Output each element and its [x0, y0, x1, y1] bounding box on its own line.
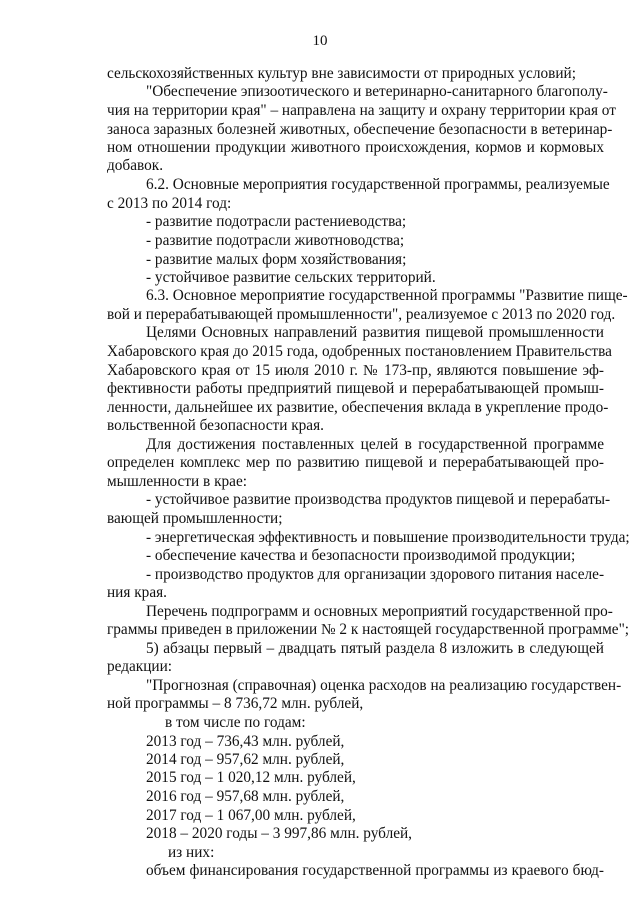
text-line: "Обеспечение эпизоотического и ветеринарно-санитарного благополу- [146, 83, 608, 100]
text-line: определен комплекс мер по развитию пищевой и перерабатывающей про- [107, 454, 604, 471]
text-line: Целями Основных направлений развития пищевой промышленности [146, 324, 604, 341]
list-item: - развитие малых форм хозяйствования; [146, 251, 407, 268]
text-line: мышленности в крае: [107, 473, 248, 490]
text-line: "Прогнозная (справочная) оценка расходов на реализацию государствен- [146, 677, 622, 694]
year-line: 2018 – 2020 годы – 3 997,86 млн. рублей, [146, 825, 413, 842]
text-line: ния края. [107, 584, 167, 601]
page-number: 10 [312, 33, 328, 49]
text-line: редакции: [107, 658, 173, 675]
text-line: Хабаровского края от 15 июля 2010 г. № 173-пр, являются повышение эф- [107, 362, 604, 379]
text-line: заноса заразных болезней животных, обеспечение безопасности в ветеринар- [107, 121, 613, 138]
text-line: граммы приведен в приложении № 2 к настоящей государственной программе"; [107, 621, 630, 638]
text-line: 5) абзацы первый – двадцать пятый раздела 8 изложить в следующей [146, 640, 604, 657]
text-line: Хабаровского края до 2015 года, одобренных постановлением Правительства [107, 343, 612, 360]
list-item: - энергетическая эффективность и повышение производительности труда; [146, 529, 630, 546]
list-item: - производство продуктов для организации здорового питания населе- [146, 566, 605, 583]
year-line: 2013 год – 736,43 млн. рублей, [146, 733, 345, 750]
year-line: 2014 год – 957,62 млн. рублей, [146, 751, 345, 768]
text-line: фективности работы предприятий пищевой и перерабатывающей промыш- [107, 380, 604, 397]
year-line: 2016 год – 957,68 млн. рублей, [146, 788, 345, 805]
text-line: сельскохозяйственных культур вне зависимости от природных условий; [107, 65, 576, 82]
text-line: вой и перерабатывающей промышленности", реализуемое с 2013 по 2020 год. [107, 306, 616, 323]
list-item: - обеспечение качества и безопасности производимой продукции; [146, 547, 576, 564]
text-line: объем финансирования государственной программы из краевого бюд- [146, 862, 604, 879]
list-item: - устойчивое развитие сельских территорий. [146, 269, 436, 286]
year-line: 2015 год – 1 020,12 млн. рублей, [146, 769, 356, 786]
text-line: 6.3. Основное мероприятие государственной программы "Развитие пище- [146, 287, 628, 304]
text-line: ном отношении продукции животного происхождения, кормов и кормовых [107, 139, 604, 156]
text-line: вающей промышленности; [107, 510, 283, 527]
text-line: чия на территории края" – направлена на защиту и охрану территории края от [107, 102, 616, 119]
text-line: с 2013 по 2014 год: [107, 195, 232, 212]
text-line: в том числе по годам: [165, 714, 306, 731]
text-line: вольственной безопасности края. [107, 417, 324, 434]
text-line: добавок. [107, 157, 164, 174]
text-line: ной программы – 8 736,72 млн. рублей, [107, 695, 364, 712]
list-item: - развитие подотрасли животноводства; [146, 232, 405, 249]
year-line: 2017 год – 1 067,00 млн. рублей, [146, 807, 356, 824]
text-line: Для достижения поставленных целей в государственной программе [146, 436, 604, 453]
list-item: - развитие подотрасли растениеводства; [146, 213, 407, 230]
text-line: Перечень подпрограмм и основных мероприятий государственной про- [146, 603, 613, 620]
text-line: 6.2. Основные мероприятия государственной программы, реализуемые [146, 176, 610, 193]
text-line: из них: [168, 844, 215, 861]
text-line: ленности, дальнейшее их развитие, обеспечения вклада в укрепление продо- [107, 399, 609, 416]
list-item: - устойчивое развитие производства продуктов пищевой и перерабаты- [146, 491, 611, 508]
